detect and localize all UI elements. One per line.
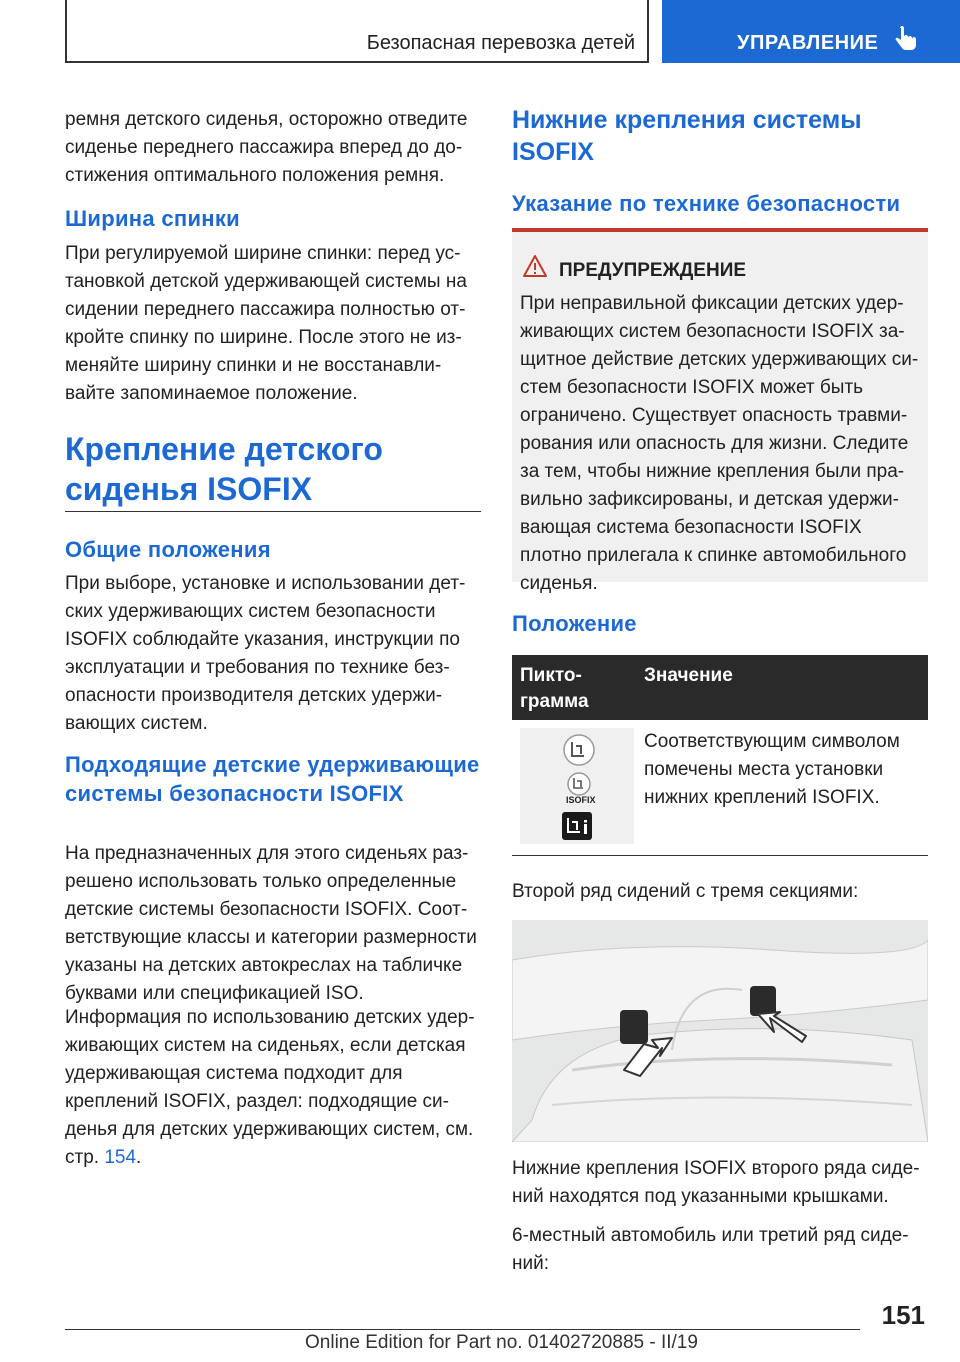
backrest-paragraph: При регулируемой ширине спинки: перед ус-тановкой детской удерживающей системы на сидении переднего пассажира полностью от-кройте спинку по ширине. После этого не из-меняйте ширину спинки и не восстанавли-вайте запоминаемое положение. (65, 243, 467, 404)
third-row-paragraph: 6-местный автомобиль или третий ряд сиде-ний: (512, 1225, 909, 1274)
page-link-154[interactable]: 154 (104, 1147, 137, 1168)
general-paragraph: При выборе, установке и использовании дет-ских удерживающих систем безопасности ISOFIX соблюдайте указания, инструкции по эксплуатации и требования по технике без-опасности производителя детских удержи-вающих систем. (65, 573, 466, 734)
warning-title: ПРЕДУПРЕЖДЕНИЕ (559, 260, 747, 281)
intro-paragraph: ремня детского сиденья, осторожно отведите сиденье переднего пассажира вперед до до-стижения оптимального положения ремня. (65, 109, 468, 186)
rear-seat-photo (512, 920, 928, 1142)
heading-isofix-line1: Крепление детского (65, 431, 383, 467)
table-divider (512, 855, 928, 856)
section-divider (65, 511, 481, 512)
table-header-pictogram: Пикто-грамма (520, 665, 589, 712)
heading-suitable-systems: Подходящие детские удерживающие системы безопасности ISOFIX (65, 752, 480, 806)
header-section-box (65, 0, 649, 63)
chapter-title: УПРАВЛЕНИЕ (737, 32, 879, 54)
heading-general: Общие положения (65, 537, 271, 562)
hand-pointer-icon (894, 26, 918, 52)
heading-safety-note: Указание по технике безопасности (512, 191, 901, 216)
heading-backrest-width: Ширина спинки (65, 206, 241, 231)
isofix-cover-illustration (512, 920, 928, 1142)
heading-isofix-line2: сиденья ISOFIX (65, 471, 313, 507)
warning-triangle-icon (522, 254, 548, 278)
warning-box (512, 228, 928, 594)
photo-caption: Нижние крепления ISOFIX второго ряда сиде-ний находятся под указанными крышками. (512, 1158, 920, 1207)
isofix-label: ISOFIX (566, 795, 596, 805)
footer-edition: Online Edition for Part no. 01402720885 - II/19 (305, 1332, 698, 1353)
info-paragraph: Информация по использованию детских удер-живающих систем на сиденьях, если детская удерживающая система подходит для креплений ISOFIX, раздел: подходящие си-денья для детских удерживающих систем, см. стр. 154. (65, 1007, 475, 1168)
heading-lower-anchors: Нижние крепления системы ISOFIX (512, 106, 862, 166)
footer-divider (65, 1329, 860, 1330)
suitable-paragraph: На предназначенных для этого сиденьях раз-решено использовать только определенные детские системы безопасности ISOFIX. Соот-ветствующие классы и категории размерности указаны на детских автокреслах на табличке буквами или спецификацией ISO. (65, 843, 477, 1004)
section-title: Безопасная перевозка детей (366, 32, 635, 54)
warning-text: При неправильной фиксации детских удер-живающих систем безопасности ISOFIX за-щитное действие детских удерживающих си-стем безопасности ISOFIX может быть ограничено. Существует опасность травми-рования или опасность для жизни. Следите за тем, чтобы нижние крепления были пра-вильно зафиксированы, и детская удержи-вающая система безопасности ISOFIX плотно прилегала к спинке автомобильного сиденья. (520, 293, 919, 594)
table-header-meaning: Значение (644, 665, 733, 686)
table-header (512, 655, 928, 720)
chapter-tab[interactable] (662, 0, 960, 63)
second-row-paragraph: Второй ряд сидений с тремя секциями: (512, 881, 859, 902)
isofix-pictogram-icon (520, 728, 634, 844)
heading-position: Положение (512, 611, 637, 636)
table-row-meaning: Соответствующим символом помечены места установки нижних креплений ISOFIX. (644, 731, 900, 808)
pictogram-cell (520, 728, 634, 844)
page-number: 151 (881, 1300, 925, 1330)
